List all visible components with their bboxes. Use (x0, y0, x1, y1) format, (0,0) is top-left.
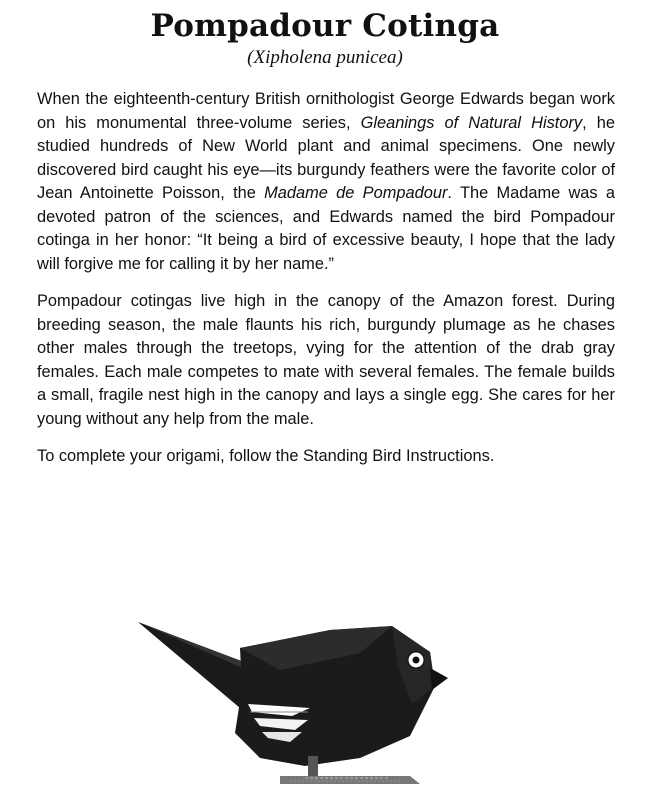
book-title: Gleanings of Natural History (360, 113, 583, 132)
paragraph-habitat: Pompadour cotingas live high in the canopy of the Amazon forest. During breeding season, the male flaunts his rich, burgundy plumage as he chases other males through the treetops, vying for the attention of the drab gray females. Each male competes to mate with several females. The female builds a small, fragile nest high in the canopy and lays a single egg. She cares for her young without any help from the male. (37, 292, 615, 428)
paragraph-history-text-a: When the eighteenth-century British ornithologist George Edwards began work on his monumental three-volume series, (37, 90, 615, 132)
bird-beak (430, 668, 448, 690)
paragraph-instructions: To complete your origami, follow the Standing Bird Instructions. (37, 447, 495, 465)
bird-pupil (413, 657, 420, 664)
paragraph-history (37, 88, 615, 276)
paragraph-history-text-b: , he studied hundreds of New World plant and animal specimens. One newly discovered bird caught his eye—its burgundy feathers were the favorite color of Jean Antoinette Poisson, the (37, 113, 615, 202)
origami-bird-icon (130, 608, 460, 788)
article-body (37, 88, 615, 483)
bird-leg (308, 756, 318, 778)
page-title: Pompadour Cotinga (150, 8, 500, 44)
madame-name: Madame de Pompadour (264, 184, 448, 202)
bird-foot (280, 776, 420, 784)
scientific-name: (Xipholena punicea) (247, 47, 403, 68)
paragraph-history-text-c: . The Madame was a devoted patron of the sciences, and Edwards named the bird Pompadour cotinga in her honor: “It being a bird of excessive beauty, I hope that the lady will forgive me for calling it by her name.” (37, 184, 615, 273)
